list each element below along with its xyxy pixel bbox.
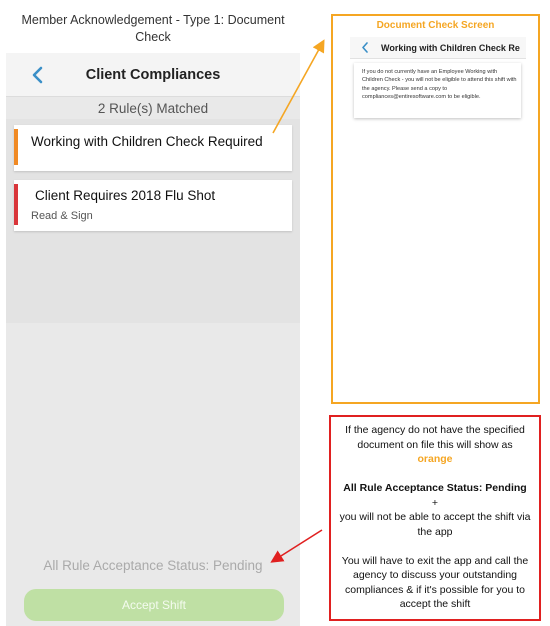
rule-card-flu-shot[interactable]: [14, 180, 292, 231]
rule-title: Working with Children Check Required: [31, 134, 263, 149]
acceptance-status: All Rule Acceptance Status: Pending: [43, 558, 263, 573]
info-status: All Rule Acceptance Status: Pending: [343, 482, 527, 494]
rules-list: [6, 119, 300, 323]
accept-shift-button[interactable]: Accept Shift: [24, 589, 284, 621]
info-line-1: If the agency do not have the specified document on file this will show as: [345, 424, 525, 451]
phone-screen: [6, 53, 300, 626]
chevron-left-icon: [361, 42, 369, 53]
info-line-3: You will have to exit the app and call the agency to discuss your outstanding compliances & if it's possible for you to accept the shift: [341, 554, 529, 610]
info-text: [337, 423, 533, 612]
status-bar-red: [14, 184, 18, 225]
status-bar-orange: [14, 129, 18, 165]
rule-card-working-with-children[interactable]: [14, 125, 292, 171]
info-orange-word: orange: [417, 453, 453, 465]
info-plus: +: [431, 496, 439, 509]
document-check-body: If you do not currently have an Employee Working with Children Check - you will not be eligible to attend this shift with the agency. Please send a copy to compliances@entiresoftware.com to be eligible.: [362, 69, 517, 101]
document-check-message: [354, 63, 521, 118]
chevron-left-icon[interactable]: [31, 66, 45, 84]
rule-subtitle: Read & Sign: [31, 210, 93, 222]
document-check-title: Document Check Screen: [376, 20, 495, 31]
rules-matched-count: 2 Rule(s) Matched: [97, 101, 209, 116]
document-check-screen: [331, 14, 540, 404]
info-callout: [329, 415, 541, 621]
screenshot-caption: Member Acknowledgement - Type 1: Document Check: [21, 13, 285, 44]
rule-title: Client Requires 2018 Flu Shot: [35, 188, 216, 203]
page-title: Client Compliances: [85, 67, 221, 83]
mini-page-title: Working with Children Check Re: [381, 43, 520, 53]
mini-app-header: [350, 37, 526, 59]
info-line-2: you will not be able to accept the shift via the app: [339, 511, 531, 538]
app-header: [6, 53, 300, 97]
